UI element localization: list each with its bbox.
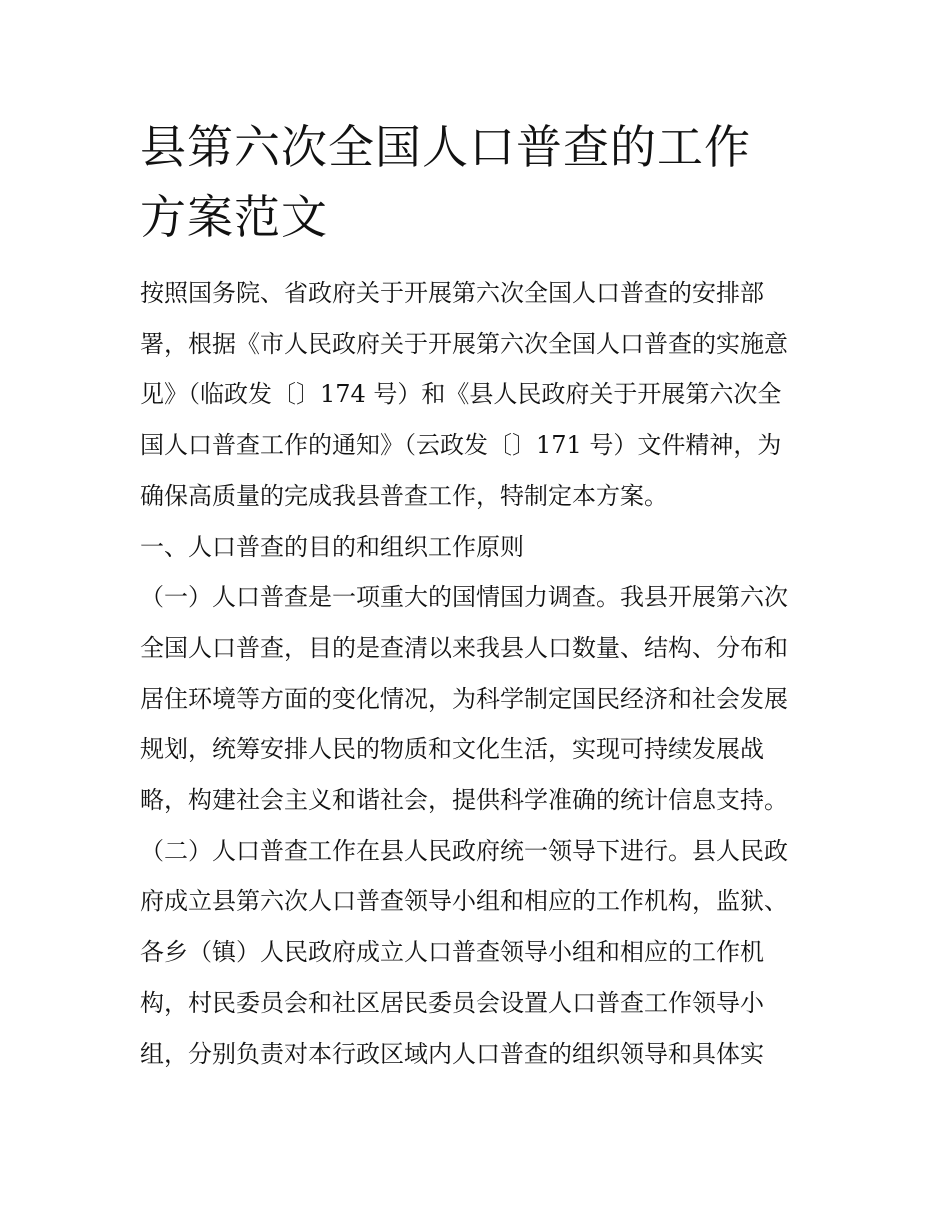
text-line: 按照国务院、省政府关于开展第六次全国人口普查的安排部 [140,279,764,307]
text-line: （一）人口普查是一项重大的国情国力调查。我县开展第六次 [140,583,788,612]
item-paragraph-1 [140,572,830,826]
text-line: 国人口普查工作的通知》（云政发〔〕171 号）文件精神，为 [140,431,782,460]
text-line: 居住环境等方面的变化情况，为科学制定国民经济和社会发展 [140,684,788,713]
text-line: 构，村民委员会和社区居民委员会设置人口普查工作领导小 [140,988,764,1017]
title-line: 县第六次全国人口普查的工作 [140,120,751,174]
text-line: 略，构建社会主义和谐社会，提供科学准确的统计信息支持。 [140,786,788,815]
text-line: 府成立县第六次人口普查领导小组和相应的工作机构，监狱、 [140,887,788,916]
text-line: 各乡（镇）人民政府成立人口普查领导小组和相应的工作机 [140,938,764,967]
text-line: 署，根据《市人民政府关于开展第六次全国人口普查的实施意 [140,329,788,358]
text-line: （二）人口普查工作在县人民政府统一领导下进行。县人民政 [140,836,788,865]
title-line: 方案范文 [140,190,328,244]
document-body [140,112,830,1079]
intro-paragraph [140,268,830,522]
text-line: 全国人口普查，目的是查清以来我县人口数量、结构、分布和 [140,633,788,662]
text-line: 规划，统筹安排人民的物质和文化生活，实现可持续发展战 [140,735,764,764]
text-line: 组，分别负责对本行政区域内人口普查的组织领导和具体实 [140,1039,764,1068]
item-paragraph-2 [140,826,830,1080]
text-line: 确保高质量的完成我县普查工作，特制定本方案。 [140,481,668,510]
section-heading [140,522,830,573]
text-line: 一、人口普查的目的和组织工作原则 [140,532,524,561]
document-title [140,112,830,252]
text-line: 见》（临政发〔〕174 号）和《县人民政府关于开展第六次全 [140,380,782,409]
